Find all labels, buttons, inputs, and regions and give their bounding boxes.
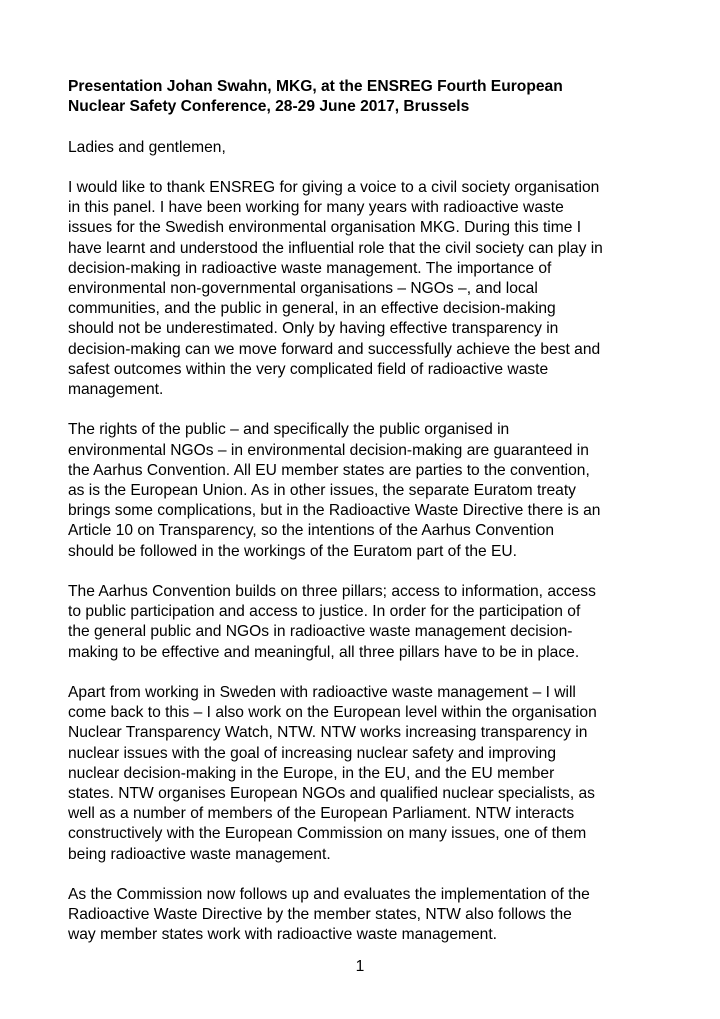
- text-line: being radioactive waste management.: [68, 845, 331, 863]
- text-line: to public participation and access to justice. In order for the participation of: [68, 603, 581, 621]
- paragraph-1: [68, 178, 653, 400]
- text-line: I would like to thank ENSREG for giving a voice to a civil society organisation: [68, 178, 600, 196]
- text-line: decision-making can we move forward and successfully achieve the best and: [68, 340, 601, 358]
- text-line: in this panel. I have been working for many years with radioactive waste: [68, 199, 564, 217]
- text-line: Article 10 on Transparency, so the intentions of the Aarhus Convention: [68, 522, 555, 540]
- text-line: states. NTW organises European NGOs and qualified nuclear specialists, as: [68, 785, 595, 803]
- paragraph-5: [68, 885, 653, 946]
- document-page: [68, 77, 653, 966]
- text-line: As the Commission now follows up and evaluates the implementation of the: [68, 886, 590, 904]
- text-line: Apart from working in Sweden with radioactive waste management – I will: [68, 684, 576, 702]
- paragraph-3: [68, 582, 653, 663]
- text-line: the general public and NGOs in radioactive waste management decision-: [68, 623, 573, 641]
- text-line: The Aarhus Convention builds on three pillars; access to information, access: [68, 583, 596, 601]
- text-line: environmental NGOs – in environmental decision-making are guaranteed in: [68, 441, 589, 459]
- text-line: nuclear decision-making in the Europe, in the EU, and the EU member: [68, 764, 555, 782]
- text-line: issues for the Swedish environmental organisation MKG. During this time I: [68, 219, 582, 237]
- text-line: well as a number of members of the European Parliament. NTW interacts: [68, 805, 575, 823]
- text-line: nuclear issues with the goal of increasing nuclear safety and improving: [68, 744, 557, 762]
- text-line: safest outcomes within the very complicated field of radioactive waste: [68, 360, 549, 378]
- text-line: The rights of the public – and specifically the public organised in: [68, 421, 510, 439]
- text-line: should be followed in the workings of the Euratom part of the EU.: [68, 542, 518, 560]
- text-line: come back to this – I also work on the European level within the organisation: [68, 704, 597, 722]
- title-line: Presentation Johan Swahn, MKG, at the ENSREG Fourth European: [68, 78, 563, 95]
- salutation: Ladies and gentlemen,: [68, 138, 226, 156]
- text-line: have learnt and understood the influential role that the civil society can play in: [68, 239, 603, 257]
- paragraph-2: [68, 420, 653, 561]
- text-line: Radioactive Waste Directive by the member states, NTW also follows the: [68, 906, 572, 924]
- text-line: constructively with the European Commission on many issues, one of them: [68, 825, 587, 843]
- text-line: should not be underestimated. Only by having effective transparency in: [68, 320, 559, 338]
- text-line: the Aarhus Convention. All EU member states are parties to the convention,: [68, 461, 590, 479]
- text-line: management.: [68, 381, 164, 399]
- text-line: making to be effective and meaningful, all three pillars have to be in place.: [68, 643, 580, 661]
- page-number: 1: [355, 958, 365, 975]
- text-line: communities, and the public in general, in an effective decision-making: [68, 300, 556, 318]
- text-line: way member states work with radioactive waste management.: [68, 926, 498, 944]
- text-line: Nuclear Transparency Watch, NTW. NTW works increasing transparency in: [68, 724, 588, 742]
- text-line: as is the European Union. As in other issues, the separate Euratom treaty: [68, 482, 576, 500]
- text-line: brings some complications, but in the Radioactive Waste Directive there is an: [68, 502, 601, 520]
- text-line: decision-making in radioactive waste management. The importance of: [68, 259, 552, 277]
- text-line: environmental non-governmental organisations – NGOs –, and local: [68, 280, 538, 297]
- document-title: [68, 77, 653, 117]
- title-line: Nuclear Safety Conference, 28-29 June 2017, Brussels: [68, 98, 470, 116]
- paragraph-4: [68, 683, 653, 865]
